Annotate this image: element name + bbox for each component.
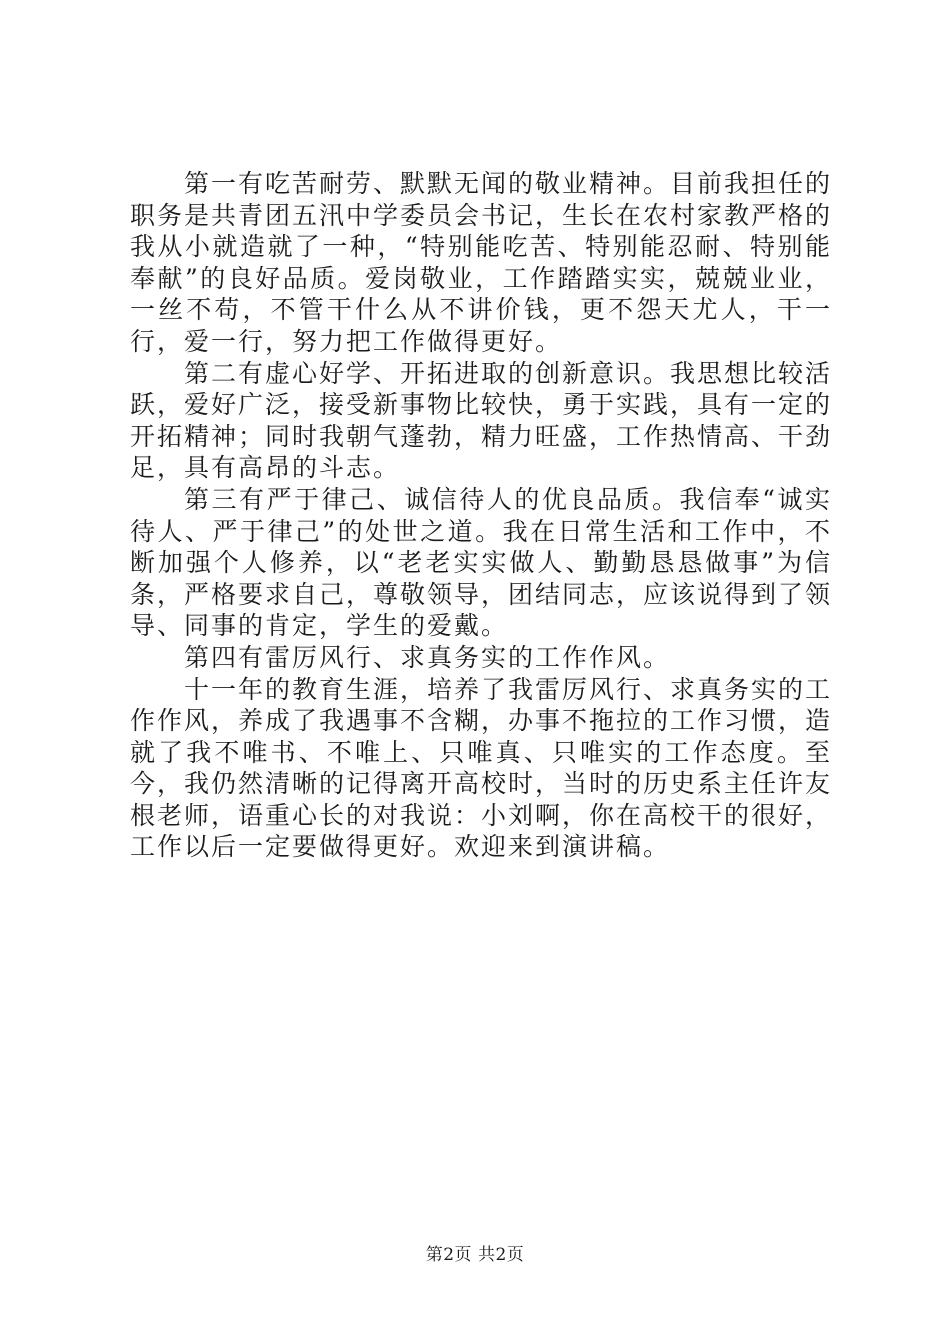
paragraph-teaching-career: 十一年的教育生涯，培养了我雷厉风行、求真务实的工作作风，养成了我遇事不含糊，办事不拖拉的工作习惯，造就了我不唯书、不唯上、只唯真、只唯实的工作态度。至今，我仍然清晰的记得离开高校时，当时的历史系主任许友根老师，语重心长的对我说：小刘啊，你在高校干的很好，工作以后一定要做得更好。欢迎来到演讲稿。 bbox=[130, 674, 833, 862]
paragraph-work-style-heading: 第四有雷厉风行、求真务实的工作作风。 bbox=[184, 642, 671, 672]
paragraph-innovation: 第二有虚心好学、开拓进取的创新意识。我思想比较活跃，爱好广泛，接受新事物比较快，勇于实践，具有一定的开拓精神；同时我朝气蓬勃，精力旺盛，工作热情高、干劲足，具有高昂的斗志。 bbox=[130, 358, 833, 483]
document-body bbox=[130, 168, 832, 863]
page-number-footer: 第2页 共2页 bbox=[425, 1245, 525, 1265]
paragraph-diligence: 第一有吃苦耐劳、默默无闻的敬业精神。目前我担任的职务是共青团五汛中学委员会书记，生长在农村家教严格的我从小就造就了一种，“特别能吃苦、特别能忍耐、特别能奉献”的良好品质。爱岗敬业，工作踏踏实实，兢兢业业，一丝不苟，不管干什么从不讲价钱，更不怨天尤人，干一行，爱一行，努力把工作做得更好。 bbox=[130, 169, 833, 356]
paragraph-integrity: 第三有严于律己、诚信待人的优良品质。我信奉“诚实待人、严于律己”的处世之道。我在日常生活和工作中，不断加强个人修养，以“老老实实做人、勤勤恳恳做事”为信条，严格要求自己，尊敬领导，团结同志，应该说得到了领导、同事的肯定，学生的爱戴。 bbox=[130, 484, 833, 641]
